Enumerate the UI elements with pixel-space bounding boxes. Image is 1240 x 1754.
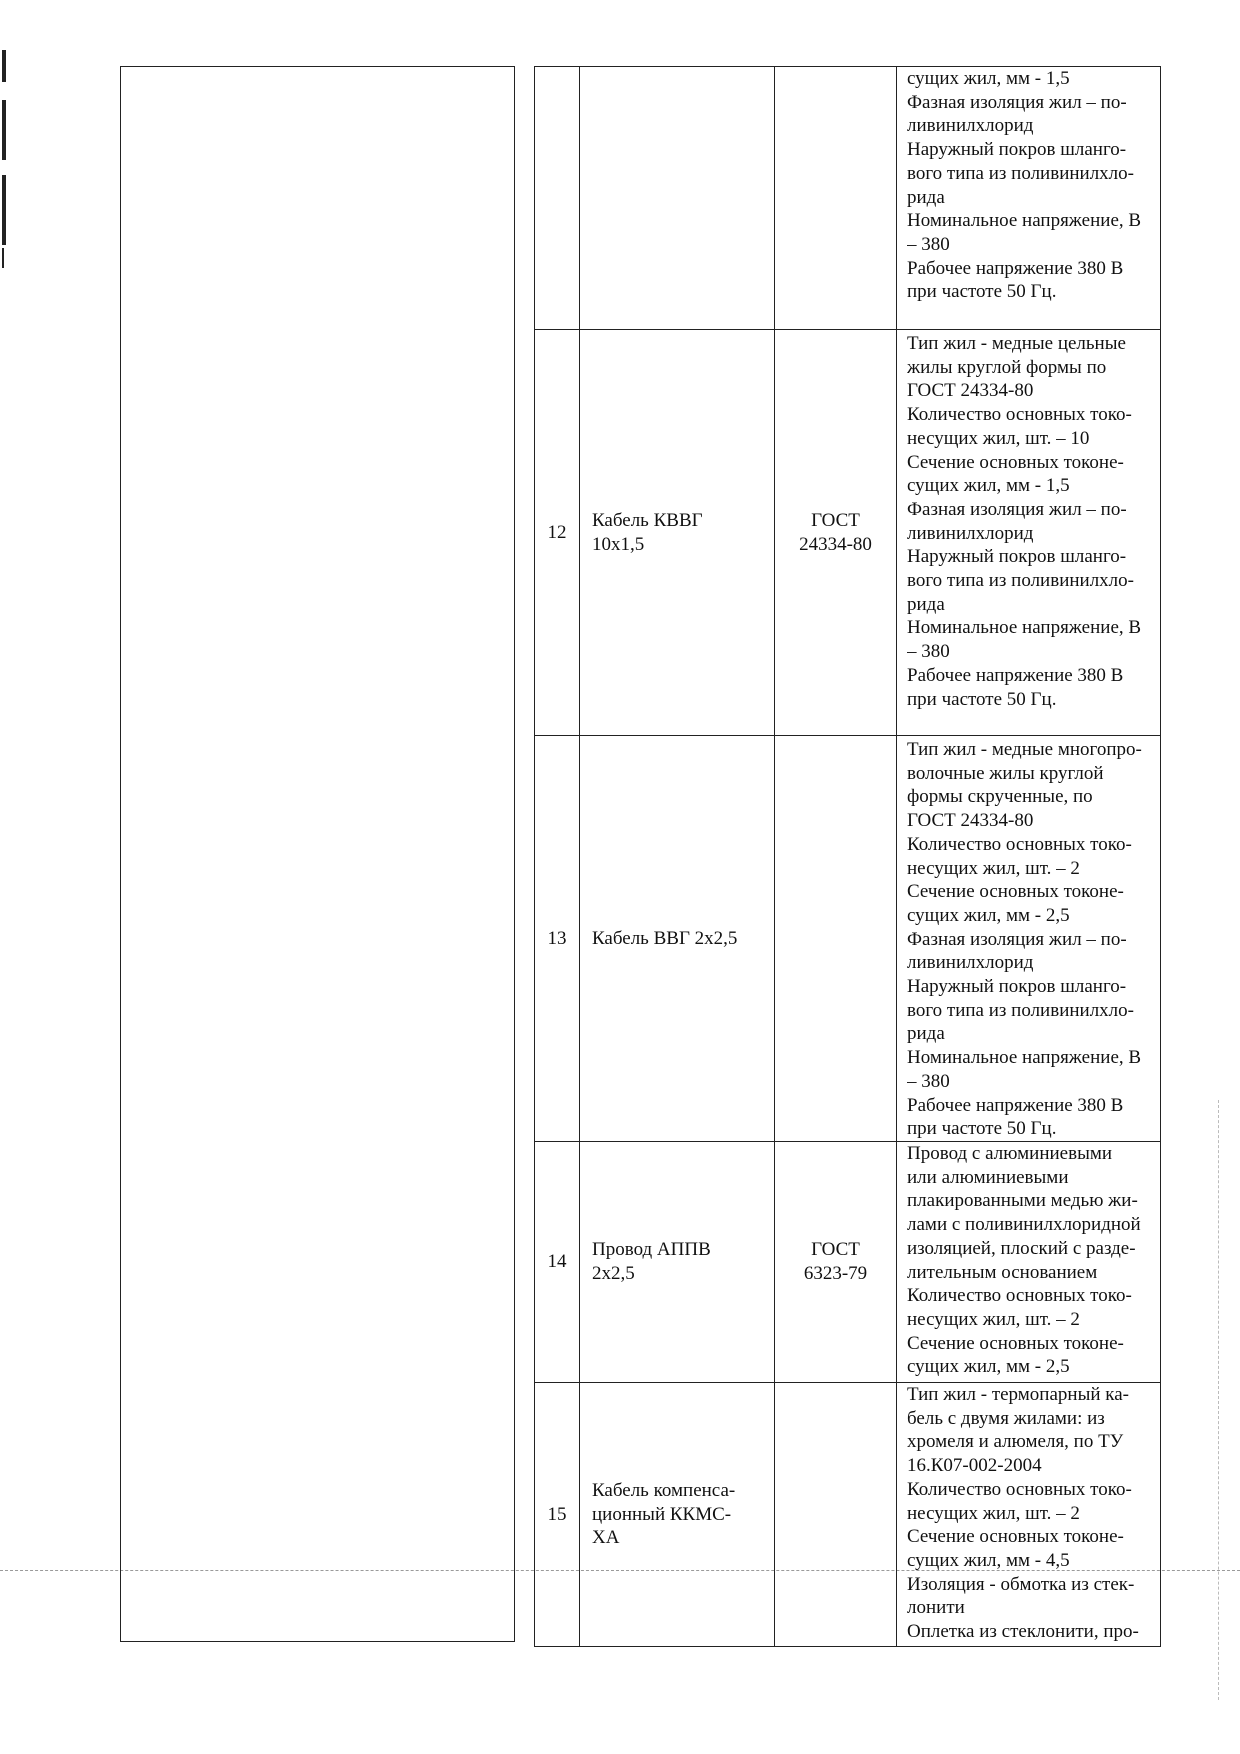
row-gost-cell — [775, 330, 897, 736]
description-line: лительным основанием — [907, 1261, 1098, 1283]
row-name-cell — [580, 1142, 775, 1383]
left-frame — [120, 66, 515, 1642]
row-description-cell — [897, 736, 1161, 1142]
description-line: рида — [907, 186, 945, 208]
description-line: при частоте 50 Гц. — [907, 281, 1057, 303]
description-line: несущих жил, шт. – 2 — [907, 1308, 1080, 1330]
description-line: сущих жил, мм - 1,5 — [907, 475, 1070, 497]
description-line: Номинальное напряжение, В — [907, 210, 1142, 232]
description-line: лами с поливинилхлоридной — [907, 1214, 1141, 1236]
scan-artifact — [2, 175, 6, 245]
description-line: – 380 — [907, 233, 950, 255]
description-line: ливинилхлорид — [907, 522, 1034, 544]
description-line: Тип жил - медные цельные — [907, 333, 1126, 354]
name-line: 10х1,5 — [592, 533, 645, 555]
row-number-cell: 15 — [535, 1383, 580, 1647]
description-line: Номинальное напряжение, В — [907, 1047, 1142, 1069]
description-line: сущих жил, мм - 2,5 — [907, 904, 1070, 926]
description-line: Рабочее напряжение 380 В — [907, 664, 1124, 686]
name-line: Провод АППВ — [592, 1239, 711, 1261]
description-line: лонити — [907, 1597, 965, 1619]
row-gost-cell — [775, 1383, 897, 1647]
description-line: при частоте 50 Гц. — [907, 688, 1057, 710]
description-line: Тип жил - медные многопро- — [907, 739, 1142, 760]
table-row-continued — [535, 67, 1161, 330]
table-row — [535, 1383, 1161, 1647]
description-line: Изоляция - обмотка из стек- — [907, 1573, 1135, 1595]
description-line: волочные жилы круглой — [907, 762, 1104, 784]
description-line: Фазная изоляция жил – по- — [907, 498, 1127, 520]
name-line: ционный ККМС- — [592, 1503, 732, 1525]
description-line: Фазная изоляция жил – по- — [907, 928, 1127, 950]
description-line: Сечение основных токоне- — [907, 1526, 1124, 1548]
row-name-cell — [580, 330, 775, 736]
description-line: сущих жил, мм - 2,5 — [907, 1356, 1070, 1378]
description-line: Сечение основных токоне- — [907, 451, 1124, 473]
scan-artifact — [2, 50, 6, 82]
description-line: Рабочее напряжение 380 В — [907, 257, 1124, 279]
gost-line: 6323-79 — [803, 1263, 868, 1284]
description-line: Номинальное напряжение, В — [907, 617, 1142, 639]
description-line: Количество основных токо- — [907, 1285, 1132, 1307]
description-line: плакированными медью жи- — [907, 1190, 1138, 1212]
table-row — [535, 1142, 1161, 1383]
row-number-cell — [535, 67, 580, 330]
row-gost-cell — [775, 736, 897, 1142]
row-description-cell — [897, 1142, 1161, 1383]
description-line: Фазная изоляция жил – по- — [907, 91, 1127, 113]
description-line: несущих жил, шт. – 2 — [907, 857, 1080, 879]
row-name-cell — [580, 1383, 775, 1647]
description-line: вого типа из поливинилхло- — [907, 162, 1134, 184]
description-line: рида — [907, 1023, 945, 1045]
row-name-cell — [580, 736, 775, 1142]
description-line: Провод с алюминиевыми — [907, 1143, 1113, 1164]
description-line: Количество основных токо- — [907, 833, 1132, 855]
row-description-cell — [897, 330, 1161, 736]
row-name-cell — [580, 67, 775, 330]
scan-artifact — [2, 248, 4, 268]
gost-line: ГОСТ — [811, 1239, 860, 1261]
description-line: Наружный покров шланго- — [907, 546, 1127, 568]
row-description-cell — [897, 67, 1161, 330]
description-line: сущих жил, мм - 1,5 — [907, 68, 1070, 89]
description-line: Наружный покров шланго- — [907, 139, 1127, 161]
description-line: при частоте 50 Гц. — [907, 1118, 1057, 1140]
description-line: ливинилхлорид — [907, 115, 1034, 137]
table-row — [535, 330, 1161, 736]
row-number-cell: 14 — [535, 1142, 580, 1383]
description-line: сущих жил, мм - 4,5 — [907, 1549, 1070, 1571]
scan-artifact — [2, 100, 6, 160]
row-description-cell — [897, 1383, 1161, 1647]
row-number-cell: 13 — [535, 736, 580, 1142]
description-line: несущих жил, шт. – 2 — [907, 1502, 1080, 1524]
description-line: вого типа из поливинилхло- — [907, 570, 1134, 592]
table-row — [535, 736, 1161, 1142]
description-line: несущих жил, шт. – 10 — [907, 427, 1090, 449]
gost-line: ГОСТ — [811, 509, 860, 531]
description-line: ГОСТ 24334-80 — [907, 380, 1034, 402]
description-line: Оплетка из стеклонити, про- — [907, 1621, 1139, 1643]
name-line: Кабель КВВГ — [592, 509, 703, 531]
description-line: вого типа из поливинилхло- — [907, 999, 1134, 1021]
row-number-cell: 12 — [535, 330, 580, 736]
description-line: Тип жил - термопарный ка- — [907, 1384, 1129, 1405]
scan-fold-line — [1218, 1100, 1219, 1700]
description-line: рида — [907, 593, 945, 615]
description-line: жилы круглой формы по — [907, 356, 1107, 378]
spec-table — [534, 66, 1161, 1647]
frame-gap — [515, 66, 535, 1642]
description-line: – 380 — [907, 641, 950, 663]
name-line: Кабель ВВГ 2х2,5 — [592, 927, 738, 949]
description-line: Наружный покров шланго- — [907, 976, 1127, 998]
description-line: изоляцией, плоский с разде- — [907, 1237, 1136, 1259]
description-line: Количество основных токо- — [907, 1478, 1132, 1500]
description-line: хромеля и алюмеля, по ТУ — [907, 1431, 1124, 1453]
row-gost-cell — [775, 1142, 897, 1383]
description-line: Количество основных токо- — [907, 404, 1132, 426]
description-line: – 380 — [907, 1070, 950, 1092]
description-line: 16.К07-002-2004 — [907, 1455, 1042, 1477]
description-line: Сечение основных токоне- — [907, 1332, 1124, 1354]
description-line: ГОСТ 24334-80 — [907, 810, 1034, 832]
row-gost-cell — [775, 67, 897, 330]
description-line: или алюминиевыми — [907, 1166, 1069, 1188]
name-line: Кабель компенса- — [592, 1479, 736, 1501]
description-line: Рабочее напряжение 380 В — [907, 1094, 1124, 1116]
description-line: Сечение основных токоне- — [907, 881, 1124, 903]
description-line: ливинилхлорид — [907, 952, 1034, 974]
gost-line: 24334-80 — [799, 533, 872, 555]
description-line: формы скрученные, по — [907, 786, 1093, 808]
description-line: бель с двумя жилами: из — [907, 1407, 1105, 1429]
name-line: 2х2,5 — [592, 1263, 635, 1284]
name-line: ХА — [592, 1527, 620, 1549]
